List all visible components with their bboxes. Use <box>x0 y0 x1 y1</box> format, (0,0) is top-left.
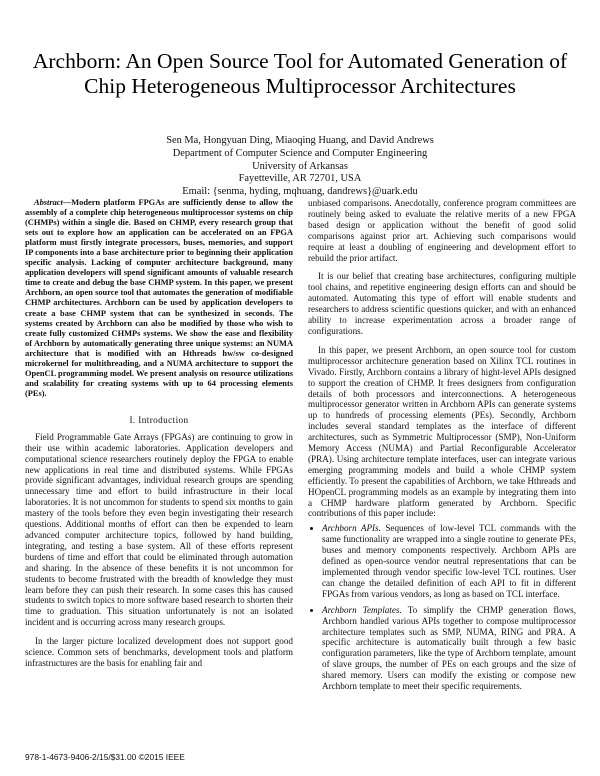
copyright-footer: 978-1-4673-9406-2/15/$31.00 ©2015 IEEE <box>25 752 185 762</box>
left-column <box>25 198 293 669</box>
affiliation-university: University of Arkansas <box>252 160 348 172</box>
contribution-item <box>322 605 576 692</box>
paper-title <box>30 49 570 99</box>
abstract-label: Abstract <box>34 198 63 207</box>
section-heading-introduction: I. Introduction <box>129 414 189 425</box>
intro-paragraph-2: In the larger picture localized development does not support good science. Common sets of benchmarks, development tools and platform infrastructures are the basis for enabling fair and <box>25 636 293 668</box>
contribution-text: To simplify the CHMP generation flows, Archborn handled various APIs together to compose multiprocessor architecture templates such as SMP, NUMA, RING and PRA. A specific architecture is automatically built through a few basic configuration parameters, like the type of Archborn template, amount of slave groups, the number of PEs on each groups and the size of shared memory. Users can modify the existing or compose new Archborn template to meet their specific requirements. <box>322 604 577 692</box>
author-block <box>40 135 560 199</box>
abstract-text: —Modern platform FPGAs are sufficiently dense to allow the assembly of a complete chip heterogeneous multiprocessor systems on chip (CHMPs) within a single die. Based on CHMP, every research group that sets out to explore how an application can be accelerated on an FPGA platform must firstly integrate processors, buses, memories, and support IP components into a base architecture prior to beginning their application specific analysis. Lacking of computer architecture background, many application developers will spend significant amounts of valuable research time to create and debug the base CHMP system. In this paper, we present Archborn, an open source tool that automates the generation of modifiable CHMP architectures. Archborn can be used by application developers to create a base CHMP system that can be synthesized in seconds. The systems created by Archborn can also be modified by those who wish to create fully customized CHMPs systems. We show the ease and flexibility of Archborn by automatically generating three unique systems: an NUMA architecture that is modified with an Hthreads hw/sw co-designed microkernel for multithreading, and a NUMA architecture to support the OpenCL programming model. We present analysis on resource utilizations and scalability for creating systems with up to 64 processing elements (PEs). <box>25 198 293 398</box>
contribution-text: Sequences of low-level TCL commands with the same functionality are wrapped into a single routine to generate PEs, buses and memory components respectively. Archborn APIs are defined as open-source vendor neutral representations that can be implemented through vendor specific low-level TCL routines. User can change the detailed definition of each API to fit in different FPGAs from various vendors, as long as based on TCL interface. <box>322 523 576 599</box>
title-line-2: Chip Heterogeneous Multiprocessor Architectures <box>84 74 516 98</box>
author-names: Sen Ma, Hongyuan Ding, Miaoqing Huang, and David Andrews <box>166 135 434 146</box>
contribution-item <box>322 523 576 599</box>
contribution-label: Archborn Templates. <box>322 604 402 615</box>
right-column <box>308 198 576 697</box>
contribution-label: Archborn APIs. <box>322 523 381 534</box>
title-line-1: Archborn: An Open Source Tool for Automated Generation of <box>32 49 568 73</box>
affiliation-department: Department of Computer Science and Computer Engineering <box>172 147 428 159</box>
intro-paragraph-1: Field Programmable Gate Arrays (FPGAs) are continuing to grow in their use within academic laboratories. Application developers and computational science researchers routinely deploy the FPGA to enable new applications in real time and distributed systems. While FPGAs provide significant advantages, individual research groups are spending unnecessary time and effort to build infrastructure in their local laboratories. It is not uncommon for students to spend six months to gain mastery of the tools before they even begin investigating their research questions. Additional months of effort can then be expended to learn advanced computer architecture topics, followed by hand building, integrating, and testing a base system. All of these efforts represent burdens of time and effort that could be eliminated through automation and sharing. In the absence of these benefits it is not uncommon for students to become frustrated with the breadth of knowledge they must learn before they can push their research. In some cases this has caused students to switch topics to more software based research to shorten their time to graduation. This situation unfortunately is not an isolated incident and is occurring across many research groups. <box>25 431 293 628</box>
contributions-list <box>308 523 576 692</box>
abstract <box>25 198 293 399</box>
right-paragraph-2: It is our belief that creating base architectures, configuring multiple tool chains, and repetitive engineering design efforts can and should be automated. Automating this type of effort will enable students and researchers to address scientific questions quicker, and with an enhanced ability to increase experimentation across a broader range of configurations. <box>308 271 576 336</box>
author-email: Email: {senma, hyding, mqhuang, dandrews}@uark.edu <box>182 186 418 198</box>
affiliation-address: Fayetteville, AR 72701, USA <box>238 173 362 185</box>
right-paragraph-3: In this paper, we present Archborn, an open source tool for custom multiprocessor architecture generation based on Xilinx TCL routines in Vivado. Firstly, Archborn contains a library of hight-level APIs designed to support the creation of CHMP. It frees designers from configuration details of both processors and interconnections. A heterogeneous multiprocessor generator written in Archborn APIs can generate systems up to hundreds of processing elements (PEs). Secondly, Archborn includes several standard templates as the interface of different architectures, such as Symmetric Multiprocessor (SMP), Non-Uniform Memory Access (NUMA) and Partial Reconfigurable Accelerator (PRA). Using architecture template interfaces, user can integrate various emerging programming models and build a whole CHMP system efficiently. To present the capabilities of Archborn, we take Hthreads and HOpenCL programming models as an example by integrating them into a CHMP hardware platform generated by Archborn. Specific contributions of this paper include: <box>308 344 576 519</box>
right-paragraph-1: unbiased comparisons. Anecdotally, conference program committees are routinely being asked to evaluate the relative merits of a new FPGA based design or application without the benefit of good solid comparisons against prior art. Achieving such comparisons would require at least a doubling of engineering and development effort to rebuild the prior artifact. <box>308 198 576 263</box>
